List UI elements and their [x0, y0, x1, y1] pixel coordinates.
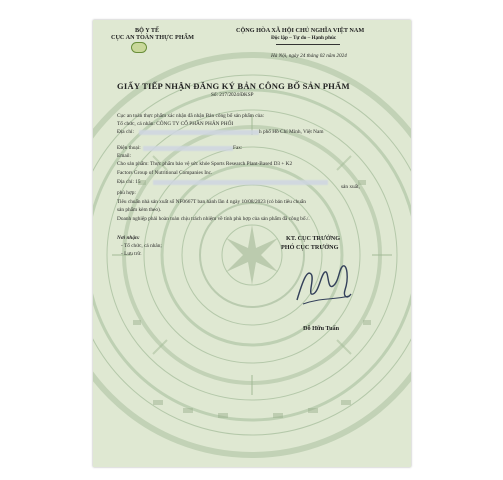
address-city: h phố Hồ Chí Minh, Việt Nam: [259, 129, 324, 135]
ministry-name: BỘ Y TẾ: [135, 27, 160, 34]
redacted-phone: [143, 146, 233, 151]
signatory-role-2: PHÓ CỤC TRƯỞNG: [281, 244, 339, 251]
document-title: GIẤY TIẾP NHẬN ĐĂNG KÝ BẢN CÔNG BỐ SẢN PHẨM: [117, 81, 350, 91]
manufacturer-line: Factors Group of Nutritional Companies Inc.: [117, 170, 213, 176]
recipient-2: - Lưu trữ.: [121, 251, 142, 257]
motto-underline: [276, 44, 340, 45]
responsibility-line: Doanh nghiệp phải hoàn toàn chịu trách nhiệm về tính phù hợp của sản phẩm đã công bố./.: [117, 216, 310, 222]
country-name: CỘNG HÒA XÃ HỘI CHỦ NGHĨA VIỆT NAM: [236, 27, 365, 34]
fax-label: Fax:: [233, 145, 243, 151]
standard-line: Tiêu chuẩn nhà sản xuất số NF0667T ban hành lần 4 ngày 10/08/2023 (có bản tiêu chuẩn: [117, 199, 306, 205]
signature-icon: [289, 260, 359, 312]
conformity-label: phù hợp:: [117, 190, 136, 196]
product-line: Cho sản phẩm: Thực phẩm bảo vệ sức khỏe Sports Research Plant-Based D3 + K2: [117, 161, 293, 167]
manufacturer-address-label: Địa chỉ: 15: [117, 179, 141, 185]
recipients-title: Nơi nhận:: [117, 235, 140, 241]
redacted-manufacturer-address: [153, 180, 328, 185]
certificate-document: [93, 20, 411, 467]
document-number: Số: 217/2024/ĐKSP: [211, 92, 254, 98]
address-label: Địa chỉ:: [117, 129, 134, 135]
redacted-address: [139, 130, 259, 135]
ministry-logo-icon: [131, 42, 147, 53]
email-label: Email:: [117, 153, 132, 159]
standard-line-cont: sản phẩm kèm theo).: [117, 207, 162, 213]
national-motto: Độc lập – Tự do – Hạnh phúc: [271, 35, 337, 41]
department-name: CỤC AN TOÀN THỰC PHẨM: [111, 34, 194, 41]
recipient-1: - Tổ chức, cá nhân;: [121, 243, 162, 249]
phone-label: Điện thoại:: [117, 145, 141, 151]
intro-line: Cục an toàn thực phẩm xác nhận đã nhận Bản công bố sản phẩm của:: [117, 113, 265, 119]
signatory-role-1: KT. CỤC TRƯỞNG: [286, 235, 341, 242]
manufacturer-address-end: sản xuất,: [341, 184, 360, 190]
signatory-name: Đỗ Hữu Tuấn: [303, 325, 340, 332]
organization-line: Tổ chức, cá nhân: CÔNG TY CỔ PHẦN PHÂN PHỐI: [117, 121, 234, 127]
issue-date: Hà Nội, ngày 24 tháng 02 năm 2024: [271, 53, 347, 59]
